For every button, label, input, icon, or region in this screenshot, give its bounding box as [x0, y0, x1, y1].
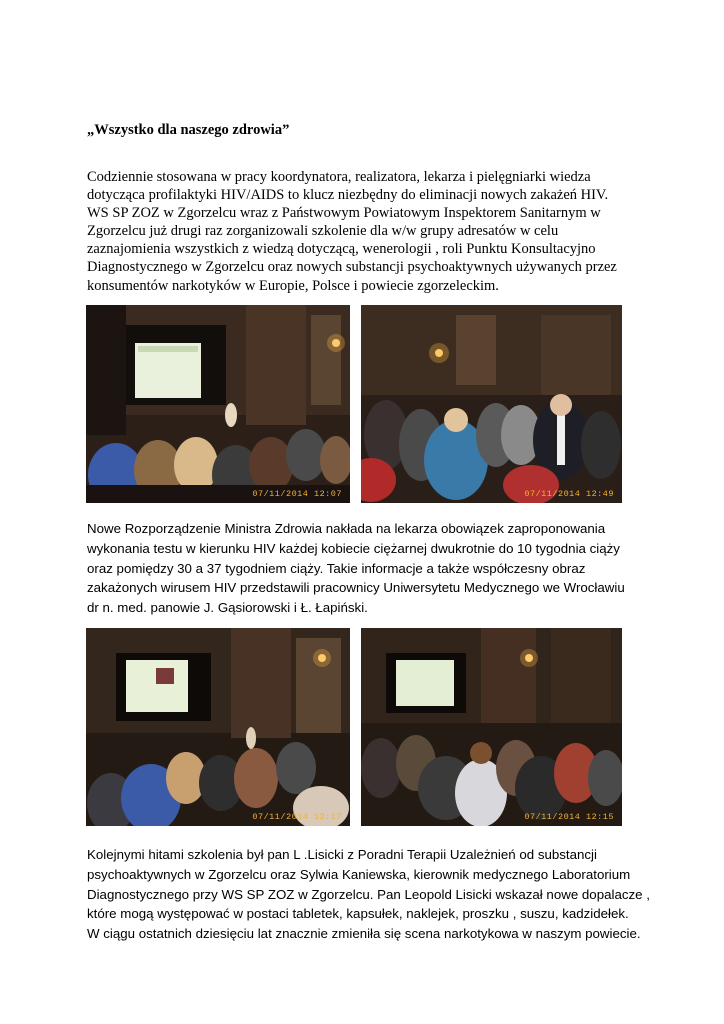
text-line: zaznajomienia wszystkich z wiedzą dotyczącą, wenerologii , roli Punktu Konsultacyjno	[87, 241, 596, 258]
text-line: konsumentów narkotyków w Europie, Polsce i powiecie zgorzeleckim.	[87, 277, 499, 294]
text-line: wykonania testu w kierunku HIV każdej kobiecie ciężarnej dwukrotnie do 10 tygodnia ciąży	[87, 540, 620, 556]
photo-lecture-hall-1	[86, 305, 350, 503]
text-line: dr n. med. panowie J. Gąsiorowski i Ł. Łapiński.	[87, 600, 368, 616]
text-line: Zgorzelcu już drugi raz zorganizowali szkolenie dla w/w grupy adresatów w celu	[87, 223, 559, 240]
paragraph-speakers	[87, 845, 650, 944]
photo-timestamp: 07/11/2014 12:17	[252, 812, 342, 822]
photo-timestamp: 07/11/2014 12:49	[524, 489, 614, 499]
text-line: Kolejnymi hitami szkolenia był pan L .Lisicki z Poradni Terapii Uzależnień od substancji	[87, 847, 597, 862]
paragraph-regulation	[87, 519, 647, 618]
text-line: psychoaktywnych w Zgorzelcu oraz Sylwia Kaniewska, kierownik medycznego Laboratorium	[87, 866, 631, 882]
photo-timestamp: 07/11/2014 12:15	[524, 812, 614, 822]
text-line: W ciągu ostatnich dziesięciu lat znacznie zmieniła się scena narkotykowa w naszym powiecie.	[87, 926, 641, 942]
text-line: Codziennie stosowana w pracy koordynatora, realizatora, lekarza i pielęgniarki wiedza	[87, 169, 591, 185]
photo-lecture-hall-2-image	[86, 628, 350, 826]
photo-audience-1-image	[361, 305, 622, 503]
text-line: dotycząca profilaktyki HIV/AIDS to klucz niezbędny do eliminacji nowych zakażeń HIV.	[87, 187, 609, 204]
text-line: zakażonych wirusem HIV przedstawili pracownicy Uniwersytetu Medycznego we Wrocławiu	[87, 580, 625, 596]
photo-audience-2-image	[361, 628, 622, 826]
photo-audience-2	[361, 628, 622, 826]
text-line: oraz pomiędzy 30 a 37 tygodniem ciąży. Takie informacje a także współczesny obraz	[87, 560, 586, 576]
photo-lecture-hall-1-image	[86, 305, 350, 503]
photo-timestamp: 07/11/2014 12:07	[252, 489, 342, 499]
paragraph-intro	[87, 168, 647, 295]
text-line: Diagnostycznego przy WS SP ZOZ w Zgorzelcu. Pan Leopold Lisicki wskazał nowe dopalacze ,	[87, 886, 650, 902]
text-line: Nowe Rozporządzenie Ministra Zdrowia nakłada na lekarza obowiązek zaproponowania	[87, 521, 606, 536]
document-title: „Wszystko dla naszego zdrowia”	[87, 122, 290, 138]
photo-audience-1	[361, 305, 622, 503]
photo-lecture-hall-2	[86, 628, 350, 826]
text-line: Diagnostycznego w Zgorzelcu oraz nowych substancji psychoaktywnych używanych przez	[87, 259, 617, 276]
text-line: które mogą występować w postaci tabletek, kapsułek, naklejek, proszku , suszu, kadzidełek.	[87, 906, 629, 922]
text-line: WS SP ZOZ w Zgorzelcu wraz z Państwowym Powiatowym Inspektorem Sanitarnym w	[87, 205, 601, 222]
